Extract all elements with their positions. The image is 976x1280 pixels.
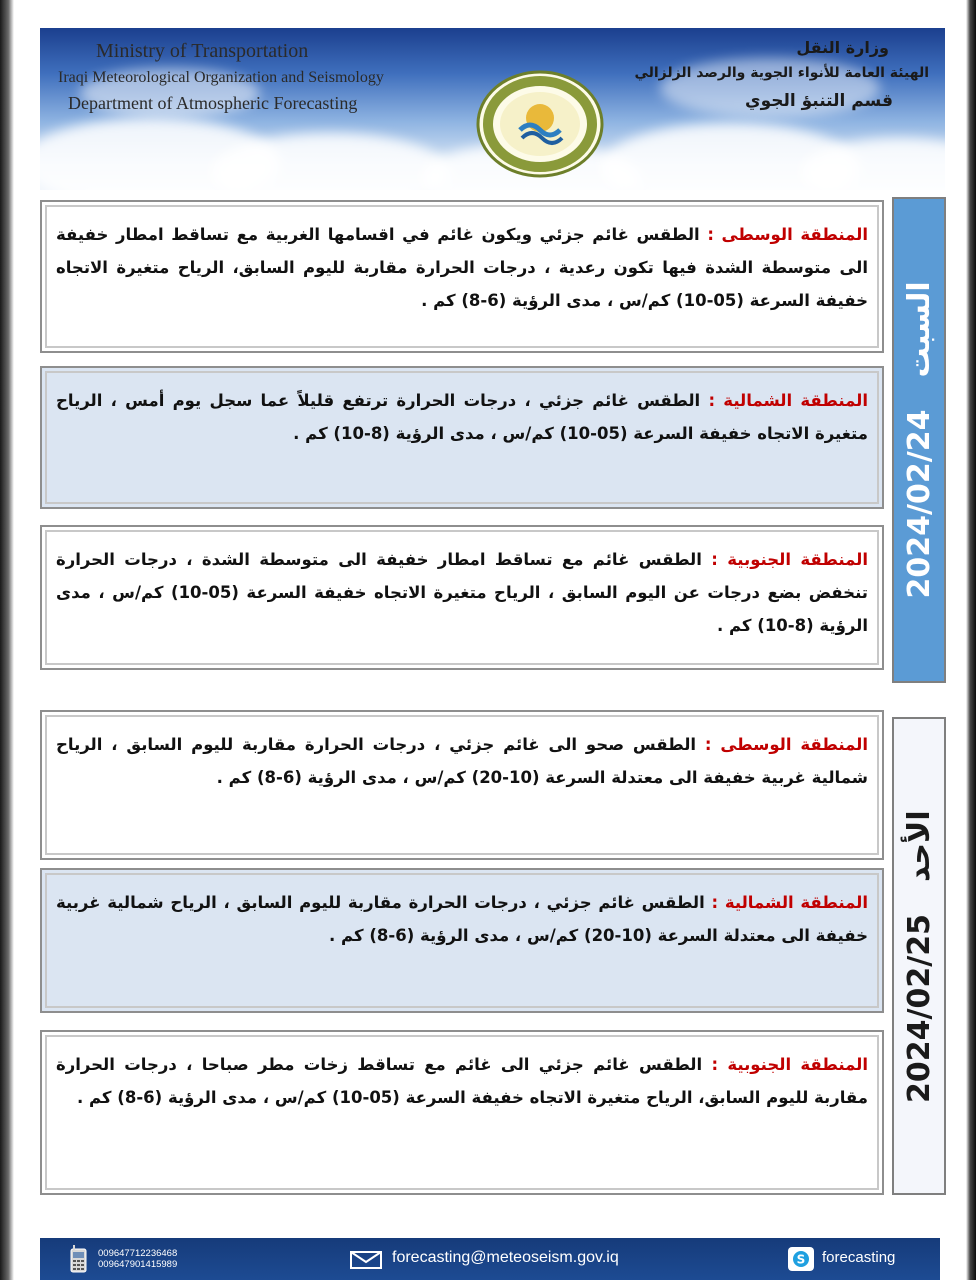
forecast-day2-north <box>40 868 884 1013</box>
forecast-day1-south <box>40 525 884 670</box>
forecast-text: الطقس غائم مع تساقط امطار خفيفة الى متوسطة الشدة ، درجات الحرارة تنخفض بضع درجات عن اليوم السابق ، الرياح متغيرة الاتجاه خفيفة السرعة (05-10) كم/س ، مدى الرؤية (8-10) كم . <box>56 550 868 635</box>
region-label: المنطقة الجنوبية : <box>711 1055 868 1074</box>
svg-text:S: S <box>796 1252 806 1267</box>
ministry-name-ar: وزارة النقل <box>796 38 889 57</box>
page-edge-left <box>0 0 14 1280</box>
email-link[interactable]: forecasting@meteoseism.gov.iq <box>392 1249 619 1266</box>
forecast-text: الطقس غائم جزئي ، درجات الحرارة مقاربة لليوم السابق ، الرياح شمالية غربية خفيفة الى معتدلة السرعة (10-20) كم/س ، مدى الرؤية (6-8) كم . <box>56 893 868 945</box>
date-value: 2024/02/25 <box>901 913 937 1103</box>
organization-logo <box>476 70 604 178</box>
forecast-day1-central <box>40 200 884 353</box>
skype-icon <box>788 1247 814 1271</box>
date-label <box>902 281 937 598</box>
phone-number-1: 009647712236468 <box>98 1248 178 1259</box>
region-label: المنطقة الوسطى : <box>704 735 868 754</box>
forecast-day2-south <box>40 1030 884 1195</box>
date-value: 2024/02/24 <box>901 409 937 599</box>
organization-name-ar: الهيئة العامة للأنواء الجوية والرصد الزلزالي <box>634 65 929 81</box>
forecast-text: الطقس غائم جزئي ويكون غائم في اقسامها الغربية مع تساقط امطار خفيفة الى متوسطة الشدة فيها تكون رعدية ، درجات الحرارة مقاربة لليوم السابق، الرياح متغيرة الاتجاه خفيفة السرعة (05-10) كم/س ، مدى الرؤية (6-8) كم . <box>56 225 868 310</box>
day-name: الأحد <box>901 809 937 882</box>
skype-handle[interactable]: forecasting <box>822 1249 896 1266</box>
forecast-text: الطقس غائم جزئي الى غائم مع تساقط زخات مطر صباحا ، درجات الحرارة مقاربة لليوم السابق، الرياح متغيرة الاتجاه خفيفة السرعة (05-10) كم/س ، مدى الرؤية (6-8) كم . <box>56 1055 868 1107</box>
department-name-en: Department of Atmospheric Forecasting <box>68 93 358 113</box>
organization-name-en: Iraqi Meteorological Organization and Seismology <box>58 69 384 86</box>
forecast-text: الطقس غائم جزئي ، درجات الحرارة ترتفع قليلاً عما سجل يوم أمس ، الرياح متغيرة الاتجاه خفيفة السرعة (05-10) كم/س ، مدى الرؤية (8-10) كم . <box>56 391 868 443</box>
region-label: المنطقة الشمالية : <box>711 893 868 912</box>
date-bar-sunday <box>892 717 946 1195</box>
date-bar-saturday <box>892 197 946 683</box>
region-label: المنطقة الشمالية : <box>708 391 868 410</box>
day-name: السبت <box>901 281 937 378</box>
header-banner <box>40 28 945 190</box>
mobile-phone-icon <box>70 1245 87 1273</box>
department-name-ar: قسم التنبؤ الجوي <box>745 91 893 111</box>
forecast-day1-north <box>40 366 884 509</box>
contact-footer <box>40 1238 940 1280</box>
forecast-day2-central <box>40 710 884 860</box>
region-label: المنطقة الوسطى : <box>707 225 868 244</box>
header-arabic-block <box>634 38 929 111</box>
header-english-block <box>58 40 384 114</box>
page-edge-right <box>966 0 976 1280</box>
phone-number-2: 009647901415989 <box>98 1259 178 1270</box>
phone-numbers <box>98 1248 177 1270</box>
envelope-icon <box>350 1251 382 1269</box>
ministry-name-en: Ministry of Transportation <box>96 40 309 62</box>
forecast-text: الطقس صحو الى غائم جزئي ، درجات الحرارة مقاربة لليوم السابق ، الرياح شمالية غربية خفيفة الى معتدلة السرعة (10-20) كم/س ، مدى الرؤية (6-8) كم . <box>56 735 868 787</box>
region-label: المنطقة الجنوبية : <box>711 550 868 569</box>
date-label <box>902 810 937 1103</box>
